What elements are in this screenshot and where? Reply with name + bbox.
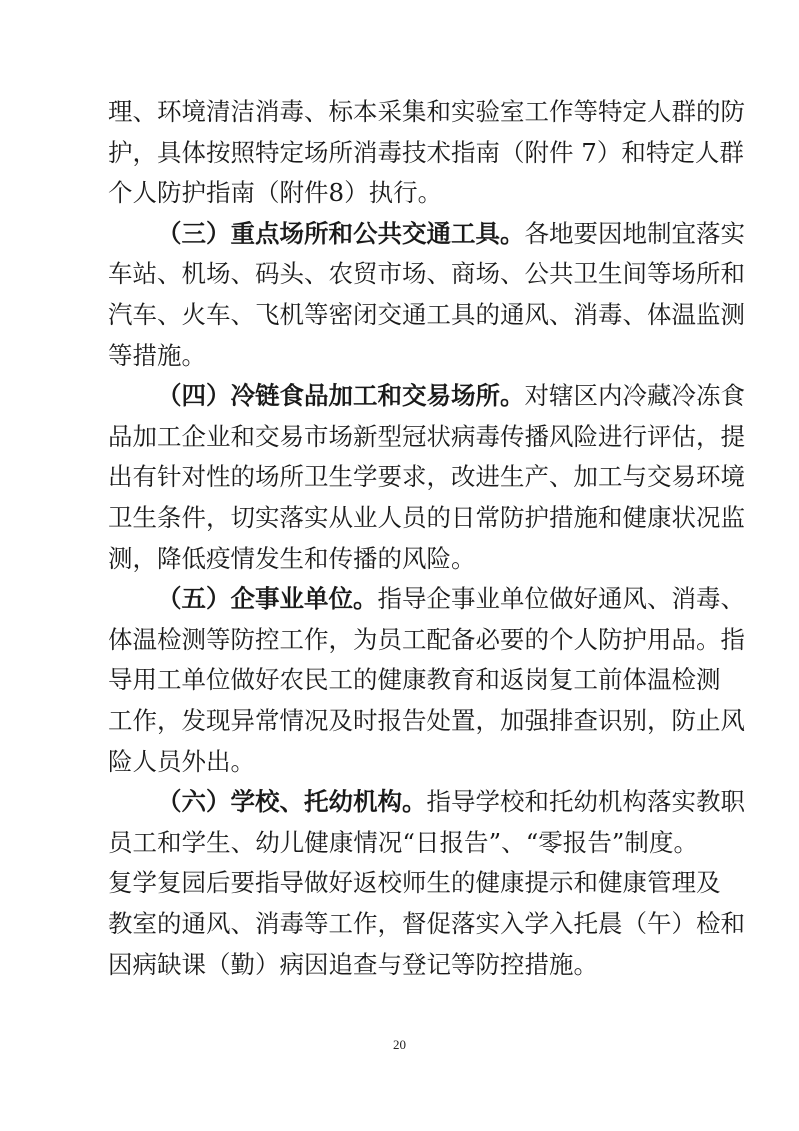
section-heading-6: （六）学校、托幼机构。 bbox=[157, 787, 427, 816]
body-line bbox=[108, 825, 698, 861]
section-heading-5: （五）企事业单位。 bbox=[157, 584, 378, 613]
line-text: 测，降低疫情发生和传播的风险。 bbox=[108, 544, 476, 573]
line-text: 复学复园后要指导做好返校师生的健康提示和健康管理及 bbox=[108, 868, 721, 897]
line-text: 教室的通风、消毒等工作，督促落实入学入托晨（午）检和 bbox=[108, 909, 745, 938]
section-line bbox=[157, 216, 745, 252]
line-text: 出有针对性的场所卫生学要求，改进生产、加工与交易环境 bbox=[108, 462, 745, 491]
body-line bbox=[108, 256, 745, 292]
line-text: 卫生条件，切实落实从业人员的日常防护措施和健康状况监 bbox=[108, 503, 745, 532]
line-text: 对辖区内冷藏冷冻食 bbox=[524, 381, 745, 410]
section-heading-4: （四）冷链食品加工和交易场所。 bbox=[157, 381, 525, 410]
line-text: 车站、机场、码头、农贸市场、商场、公共卫生间等场所和 bbox=[108, 259, 745, 288]
body-line bbox=[108, 703, 745, 739]
line-text: 护，具体按照特定场所消毒技术指南（附件 7）和特定人群 bbox=[108, 138, 744, 167]
line-text: 指导企事业单位做好通风、消毒、 bbox=[377, 584, 745, 613]
line-text: 工作，发现异常情况及时报告处置，加强排查识别，防止风 bbox=[108, 706, 745, 735]
body-line bbox=[108, 94, 745, 130]
body-line bbox=[108, 622, 745, 658]
body-line bbox=[108, 662, 721, 698]
section-line bbox=[157, 378, 745, 414]
body-line bbox=[108, 175, 698, 211]
line-text: 导用工单位做好农民工的健康教育和返岗复工前体温检测 bbox=[108, 665, 721, 694]
line-text: 品加工企业和交易市场新型冠状病毒传播风险进行评估，提 bbox=[108, 422, 745, 451]
line-text: 个人防护指南（附件8）执行。 bbox=[108, 178, 443, 207]
line-text: 险人员外出。 bbox=[108, 747, 255, 776]
body-line bbox=[108, 135, 744, 171]
body-line bbox=[108, 947, 698, 983]
line-text: 因病缺课（勤）病因追查与登记等防控措施。 bbox=[108, 950, 598, 979]
line-text: 汽车、火车、飞机等密闭交通工具的通风、消毒、体温监测 bbox=[108, 300, 745, 329]
page-number: 20 bbox=[393, 1037, 406, 1052]
body-line bbox=[108, 338, 698, 374]
line-text: 员工和学生、幼儿健康情况“日报告”、“零报告”制度。 bbox=[108, 828, 698, 857]
line-text: 体温检测等防控工作，为员工配备必要的个人防护用品。指 bbox=[108, 625, 745, 654]
section-heading-3: （三）重点场所和公共交通工具。 bbox=[157, 219, 525, 248]
body-line bbox=[108, 459, 745, 495]
line-text: 指导学校和托幼机构落实教职 bbox=[426, 787, 745, 816]
body-line bbox=[108, 419, 745, 455]
body-line bbox=[108, 297, 745, 333]
body-line bbox=[108, 500, 745, 536]
line-text: 各地要因地制宜落实 bbox=[524, 219, 745, 248]
line-text: 等措施。 bbox=[108, 341, 206, 370]
body-line bbox=[108, 906, 745, 942]
section-line bbox=[157, 784, 745, 820]
body-line bbox=[108, 744, 698, 780]
body-line bbox=[108, 541, 698, 577]
body-line bbox=[108, 865, 721, 901]
section-line bbox=[157, 581, 745, 617]
line-text: 理、环境清洁消毒、标本采集和实验室工作等特定人群的防 bbox=[108, 97, 745, 126]
